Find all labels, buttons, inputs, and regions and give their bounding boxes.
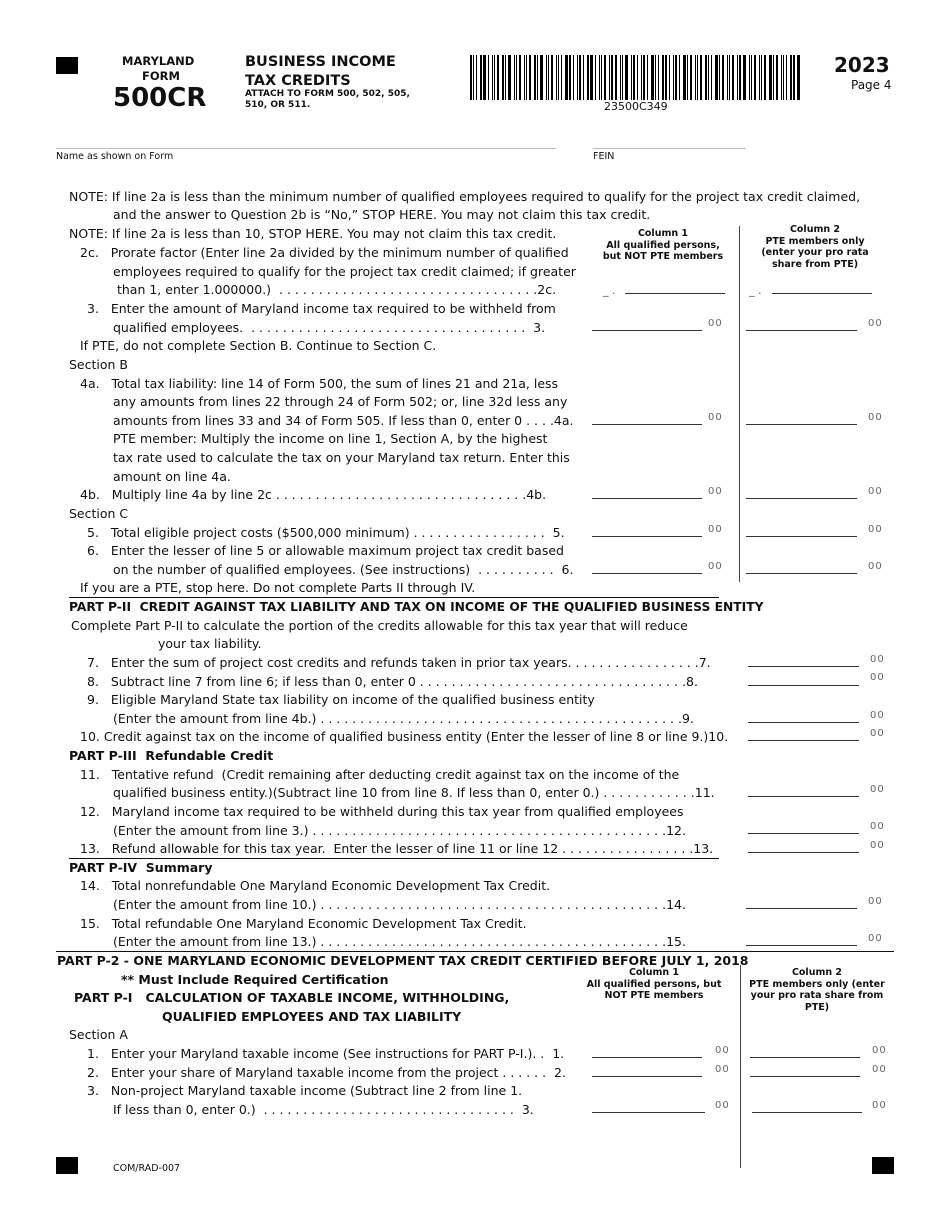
barcode-bar	[599, 55, 600, 100]
line-15-cents: 00	[868, 933, 883, 944]
fein-input-line[interactable]	[593, 148, 746, 149]
barcode-bar	[783, 55, 784, 100]
barcode-bar	[529, 55, 531, 100]
form-title-line2: TAX CREDITS	[245, 73, 351, 89]
barcode-bar	[516, 55, 517, 100]
barcode-bar	[658, 55, 659, 100]
barcode-bar	[732, 55, 734, 100]
line-14: 14. Total nonrefundable One Maryland Economic Development Tax Credit.	[80, 878, 551, 893]
line-10-cents: 00	[870, 728, 885, 739]
line-9-cents: 00	[870, 710, 885, 721]
barcode-bar	[622, 55, 623, 100]
barcode-bar	[797, 55, 800, 100]
barcode-bar	[647, 55, 648, 100]
line-11-cents: 00	[870, 784, 885, 795]
barcode-bar	[625, 55, 628, 100]
part-p3-heading: PART P-III Refundable Credit	[69, 748, 274, 763]
column2-header-bottom: Column 2 PTE members only (enter your pro rata share from PTE)	[749, 967, 885, 1013]
barcode-bar	[540, 55, 543, 100]
barcode	[470, 55, 803, 100]
line-8-cents: 00	[870, 672, 885, 683]
line-9: 9. Eligible Maryland State tax liability on income of the qualified business entity	[87, 692, 595, 707]
form-code: COM/RAD-007	[113, 1163, 181, 1174]
barcode-bar	[773, 55, 774, 100]
barcode-bar	[548, 55, 549, 100]
state-label: MARYLAND	[122, 54, 195, 68]
line-15: 15. Total refundable One Maryland Economic Development Tax Credit.	[80, 916, 527, 931]
line-4a-pte-cont: tax rate used to calculate the tax on your Maryland tax return. Enter this	[113, 450, 570, 465]
line-5-col2-cents: 00	[868, 524, 883, 535]
line-9-cont: (Enter the amount from line 4b.) . . . . . . . . . . . . . . . . . . . . . . . . . . . . . . . . . . . . . . . . . . . . . .9.	[113, 711, 694, 726]
part-p2-intro-cont: your tax liability.	[158, 636, 262, 651]
barcode-bar	[643, 55, 645, 100]
barcode-bar	[781, 55, 782, 100]
barcode-bar	[790, 55, 792, 100]
fein-label: FEIN	[593, 151, 615, 162]
p1-line-3-cont: If less than 0, enter 0.) . . . . . . . . . . . . . . . . . . . . . . . . . . . . . . . . 3.	[113, 1102, 534, 1117]
barcode-bar	[737, 55, 738, 100]
barcode-bar	[595, 55, 596, 100]
attach-line1: ATTACH TO FORM 500, 502, 505,	[245, 89, 410, 99]
divider	[69, 858, 719, 859]
barcode-bar	[662, 55, 664, 100]
barcode-bar	[769, 55, 772, 100]
barcode-bar	[587, 55, 589, 100]
barcode-bar	[473, 55, 474, 100]
line-6-col2-cents: 00	[868, 561, 883, 572]
barcode-bar	[577, 55, 578, 100]
line-7: 7. Enter the sum of project cost credits and refunds taken in prior tax years. . . . . . . . . . . . . . . . .7.	[87, 655, 711, 670]
line-4a-cont2: amounts from lines 33 and 34 of Form 505. If less than 0, enter 0 . . . .4a.	[113, 413, 574, 428]
attach-line2: 510, OR 511.	[245, 100, 311, 110]
line-12-field[interactable]	[748, 833, 859, 834]
line-4b-col1-field[interactable]	[592, 498, 702, 499]
line-4a-pte: PTE member: Multiply the income on line 1, Section A, by the highest	[113, 431, 548, 446]
line-14-field[interactable]	[746, 908, 857, 909]
p1-line-1-col2-cents: 00	[872, 1045, 887, 1056]
line-2c-col2-field[interactable]	[772, 293, 872, 294]
barcode-bar	[604, 55, 606, 100]
barcode-bar	[558, 55, 559, 100]
note-line2a-cont: and the answer to Question 2b is “No,” STOP HERE. You may not claim this tax credit.	[113, 207, 651, 222]
line-14-cents: 00	[868, 896, 883, 907]
form-word: FORM	[142, 69, 180, 83]
form-number: 500CR	[113, 83, 207, 113]
barcode-bar	[711, 55, 712, 100]
line-11-cont: qualified business entity.)(Subtract line 10 from line 8. If less than 0, enter 0.) . . . . . . . . . . . .11.	[113, 785, 715, 800]
barcode-bar	[561, 55, 562, 100]
pte-note: If PTE, do not complete Section B. Continue to Section C.	[80, 338, 437, 353]
column2-header: Column 2 PTE members only (enter your pro rata share from PTE)	[761, 224, 869, 270]
line-2c-col1-field[interactable]	[625, 293, 725, 294]
barcode-bar	[556, 55, 557, 100]
p1-line-1-col2-field[interactable]	[750, 1057, 860, 1058]
column-divider-top	[739, 226, 740, 582]
barcode-bar	[565, 55, 568, 100]
line-4a-col2-cents: 00	[868, 412, 883, 423]
barcode-bar	[786, 55, 787, 100]
barcode-bar	[695, 55, 696, 100]
barcode-bar	[514, 55, 515, 100]
barcode-bar	[476, 55, 477, 100]
registration-mark-bottom-left	[56, 1157, 78, 1174]
p1-line-2-col1-field[interactable]	[592, 1076, 702, 1077]
line-2c-cont2: than 1, enter 1.000000.) . . . . . . . . . . . . . . . . . . . . . . . . . . . . . . . . .2c.	[113, 282, 557, 297]
barcode-bar	[665, 55, 667, 100]
p1-line-3-col1-field[interactable]	[592, 1112, 705, 1113]
line-3-col1-cents: 00	[708, 318, 723, 329]
line-10-field[interactable]	[748, 740, 859, 741]
line-5: 5. Total eligible project costs ($500,000 minimum) . . . . . . . . . . . . . . . . . 5.	[87, 525, 565, 540]
line-2c-cont: employees required to qualify for the project tax credit claimed; if greater	[113, 264, 576, 279]
barcode-bar	[690, 55, 692, 100]
line-2c-col2-decimal: _ .	[749, 284, 762, 297]
certification-note: ** Must Include Required Certification	[121, 972, 389, 987]
barcode-bar	[480, 55, 482, 100]
barcode-bar	[697, 55, 698, 100]
p1-line-2-col2-field[interactable]	[750, 1076, 860, 1077]
line-3-col2-field[interactable]	[746, 330, 857, 331]
line-2c: 2c. Prorate factor (Enter line 2a divided by the minimum number of qualified	[80, 245, 569, 260]
barcode-bar	[505, 55, 506, 100]
barcode-bar	[483, 55, 486, 100]
barcode-bar	[637, 55, 638, 100]
barcode-bar	[579, 55, 581, 100]
line-8: 8. Subtract line 7 from line 6; if less than 0, enter 0 . . . . . . . . . . . . . . . . . . . . . . . . . . . . . . . . . .8.	[87, 674, 698, 689]
barcode-bar	[492, 55, 493, 100]
line-6: 6. Enter the lesser of line 5 or allowable maximum project tax credit based	[87, 543, 564, 558]
registration-mark-top-left	[56, 57, 78, 74]
line-11-field[interactable]	[748, 796, 859, 797]
line-4b: 4b. Multiply line 4a by line 2c . . . . . . . . . . . . . . . . . . . . . . . . . . . . . . . .4b.	[80, 487, 547, 502]
p1-line-3-col1-cents: 00	[715, 1100, 730, 1111]
pte-stop-note: If you are a PTE, stop here. Do not complete Parts II through IV.	[80, 580, 476, 595]
line-15-field[interactable]	[746, 945, 857, 946]
barcode-bar	[705, 55, 707, 100]
part-p1-heading: PART P-I CALCULATION OF TAXABLE INCOME, WITHHOLDING,	[74, 990, 510, 1005]
barcode-bar	[537, 55, 538, 100]
part-p2-heading: PART P-II CREDIT AGAINST TAX LIABILITY AND TAX ON INCOME OF THE QUALIFIED BUSINESS ENTITY	[69, 600, 764, 614]
line-2c-col1-decimal: _ .	[603, 284, 616, 297]
p1-line-2-col2-cents: 00	[872, 1064, 887, 1075]
barcode-bar	[715, 55, 718, 100]
barcode-bar	[751, 55, 752, 100]
section-a-heading: Section A	[69, 1027, 128, 1042]
column-divider-bottom	[740, 965, 741, 1168]
line-3-col2-cents: 00	[868, 318, 883, 329]
barcode-bar	[651, 55, 654, 100]
barcode-bar	[488, 55, 489, 100]
barcode-bar	[508, 55, 511, 100]
line-4b-col2-field[interactable]	[746, 498, 857, 499]
barcode-bar	[641, 55, 642, 100]
line-14-cont: (Enter the amount from line 10.) . . . . . . . . . . . . . . . . . . . . . . . . . . . . . . . . . . . . . . . . . . . .14.	[113, 897, 686, 912]
line-6-col2-field[interactable]	[746, 573, 857, 574]
barcode-bar	[739, 55, 741, 100]
divider	[56, 951, 894, 952]
line-4a-col1-field[interactable]	[592, 424, 702, 425]
page-number: Page 4	[851, 78, 892, 92]
line-11: 11. Tentative refund (Credit remaining after deducting credit against tax on the income of the	[80, 767, 680, 782]
barcode-bar	[497, 55, 499, 100]
barcode-bar	[679, 55, 680, 100]
line-3-col1-field[interactable]	[592, 330, 702, 331]
barcode-bar	[673, 55, 674, 100]
part-p4-heading: PART P-IV Summary	[69, 860, 213, 875]
barcode-bar	[620, 55, 621, 100]
barcode-bar	[583, 55, 584, 100]
barcode-bar	[551, 55, 553, 100]
barcode-bar	[534, 55, 536, 100]
barcode-bar	[573, 55, 574, 100]
line-7-field[interactable]	[748, 666, 859, 667]
barcode-bar	[609, 55, 610, 100]
barcode-bar	[719, 55, 720, 100]
barcode-bar	[601, 55, 602, 100]
barcode-bar	[615, 55, 617, 100]
line-13-cents: 00	[870, 840, 885, 851]
divider	[69, 597, 719, 598]
part-p2-intro: Complete Part P-II to calculate the portion of the credits allowable for this tax year that will reduce	[71, 618, 688, 633]
p1-line-1-col1-field[interactable]	[592, 1057, 702, 1058]
barcode-bar	[611, 55, 613, 100]
barcode-bar	[793, 55, 795, 100]
line-10: 10. Credit against tax on the income of qualified business entity (Enter the lesser of line 8 or line 9.)10.	[80, 729, 729, 744]
barcode-bar	[761, 55, 762, 100]
barcode-bar	[494, 55, 495, 100]
barcode-bar	[722, 55, 724, 100]
line-6-col1-cents: 00	[708, 561, 723, 572]
line-8-field[interactable]	[748, 685, 859, 686]
p1-line-3-col2-field[interactable]	[752, 1112, 862, 1113]
barcode-bar	[749, 55, 750, 100]
barcode-bar	[776, 55, 778, 100]
line-13-field[interactable]	[748, 852, 859, 853]
barcode-bar	[669, 55, 670, 100]
section-c-heading: Section C	[69, 506, 129, 521]
p1-line-2-col1-cents: 00	[715, 1064, 730, 1075]
barcode-bar	[546, 55, 547, 100]
form-title-line1: BUSINESS INCOME	[245, 54, 396, 70]
section-b-heading: Section B	[69, 357, 128, 372]
line-12-cents: 00	[870, 821, 885, 832]
line-6-col1-field[interactable]	[592, 573, 702, 574]
barcode-bar	[700, 55, 702, 100]
line-5-col1-field[interactable]	[592, 536, 702, 537]
tax-year: 2023	[834, 53, 890, 77]
name-label: Name as shown on Form	[56, 151, 174, 162]
barcode-bar	[524, 55, 525, 100]
line-13: 13. Refund allowable for this tax year. Enter the lesser of line 11 or line 12 . . . . . . . . . . . . . . . . .13.	[80, 841, 714, 856]
registration-mark-bottom-right	[872, 1157, 894, 1174]
barcode-bar	[708, 55, 709, 100]
p1-line-1-col1-cents: 00	[715, 1045, 730, 1056]
p1-line-1: 1. Enter your Maryland taxable income (See instructions for PART P-I.). . 1.	[87, 1046, 565, 1061]
line-9-field[interactable]	[748, 722, 859, 723]
line-4a: 4a. Total tax liability: line 14 of Form 500, the sum of lines 21 and 21a, less	[80, 376, 559, 391]
column1-header-bottom: Column 1 All qualified persons, but NOT PTE members	[586, 967, 722, 1001]
column1-header: Column 1 All qualified persons, but NOT PTE members	[602, 228, 724, 262]
line-12: 12. Maryland income tax required to be withheld during this tax year from qualified employees	[80, 804, 684, 819]
barcode-bar	[743, 55, 746, 100]
line-4a-cont: any amounts from lines 22 through 24 of Form 502; or, line 32d less any	[113, 394, 568, 409]
barcode-bar	[502, 55, 504, 100]
p1-line-2: 2. Enter your share of Maryland taxable income from the project . . . . . . 2.	[87, 1065, 566, 1080]
barcode-bar	[727, 55, 728, 100]
barcode-bar	[764, 55, 766, 100]
barcode-bar	[683, 55, 686, 100]
barcode-bar	[687, 55, 688, 100]
barcode-bar	[754, 55, 756, 100]
barcode-bar	[569, 55, 571, 100]
line-4b-col1-cents: 00	[708, 486, 723, 497]
note-line2a-10: NOTE: If line 2a is less than 10, STOP HERE. You may not claim this tax credit.	[69, 226, 557, 241]
line-4a-col2-field[interactable]	[746, 424, 857, 425]
line-5-col1-cents: 00	[708, 524, 723, 535]
barcode-number: 23500C349	[604, 100, 668, 113]
line-7-cents: 00	[870, 654, 885, 665]
line-4a-pte-cont2: amount on line 4a.	[113, 469, 231, 484]
line-15-cont: (Enter the amount from line 13.) . . . . . . . . . . . . . . . . . . . . . . . . . . . . . . . . . . . . . . . . . . . .15.	[113, 934, 686, 949]
p1-line-3: 3. Non-project Maryland taxable income (Subtract line 2 from line 1.	[87, 1083, 523, 1098]
barcode-bar	[655, 55, 656, 100]
line-5-col2-field[interactable]	[746, 536, 857, 537]
barcode-bar	[470, 55, 472, 100]
part-p2-2018-heading: PART P-2 - ONE MARYLAND ECONOMIC DEVELOPMENT TAX CREDIT CERTIFIED BEFORE JULY 1, 2018	[57, 953, 749, 968]
barcode-bar	[590, 55, 593, 100]
line-12-cont: (Enter the amount from line 3.) . . . . . . . . . . . . . . . . . . . . . . . . . . . . . . . . . . . . . . . . . . . . .12.	[113, 823, 686, 838]
line-4b-col2-cents: 00	[868, 486, 883, 497]
line-6-cont: on the number of qualified employees. (See instructions) . . . . . . . . . . 6.	[113, 562, 574, 577]
part-p1-heading-cont: QUALIFIED EMPLOYEES AND TAX LIABILITY	[162, 1009, 462, 1024]
barcode-bar	[759, 55, 760, 100]
note-line2a: NOTE: If line 2a is less than the minimum number of qualified employees required to qualify for the project tax credit claimed,	[69, 189, 861, 204]
p1-line-3-col2-cents: 00	[872, 1100, 887, 1111]
barcode-bar	[526, 55, 527, 100]
barcode-bar	[519, 55, 521, 100]
barcode-bar	[633, 55, 635, 100]
barcode-bar	[631, 55, 632, 100]
line-4a-col1-cents: 00	[708, 412, 723, 423]
line-3-cont: qualified employees. . . . . . . . . . . . . . . . . . . . . . . . . . . . . . . . . . . . 3.	[113, 320, 546, 335]
barcode-bar	[729, 55, 730, 100]
line-3: 3. Enter the amount of Maryland income tax required to be withheld from	[87, 301, 556, 316]
barcode-bar	[675, 55, 677, 100]
